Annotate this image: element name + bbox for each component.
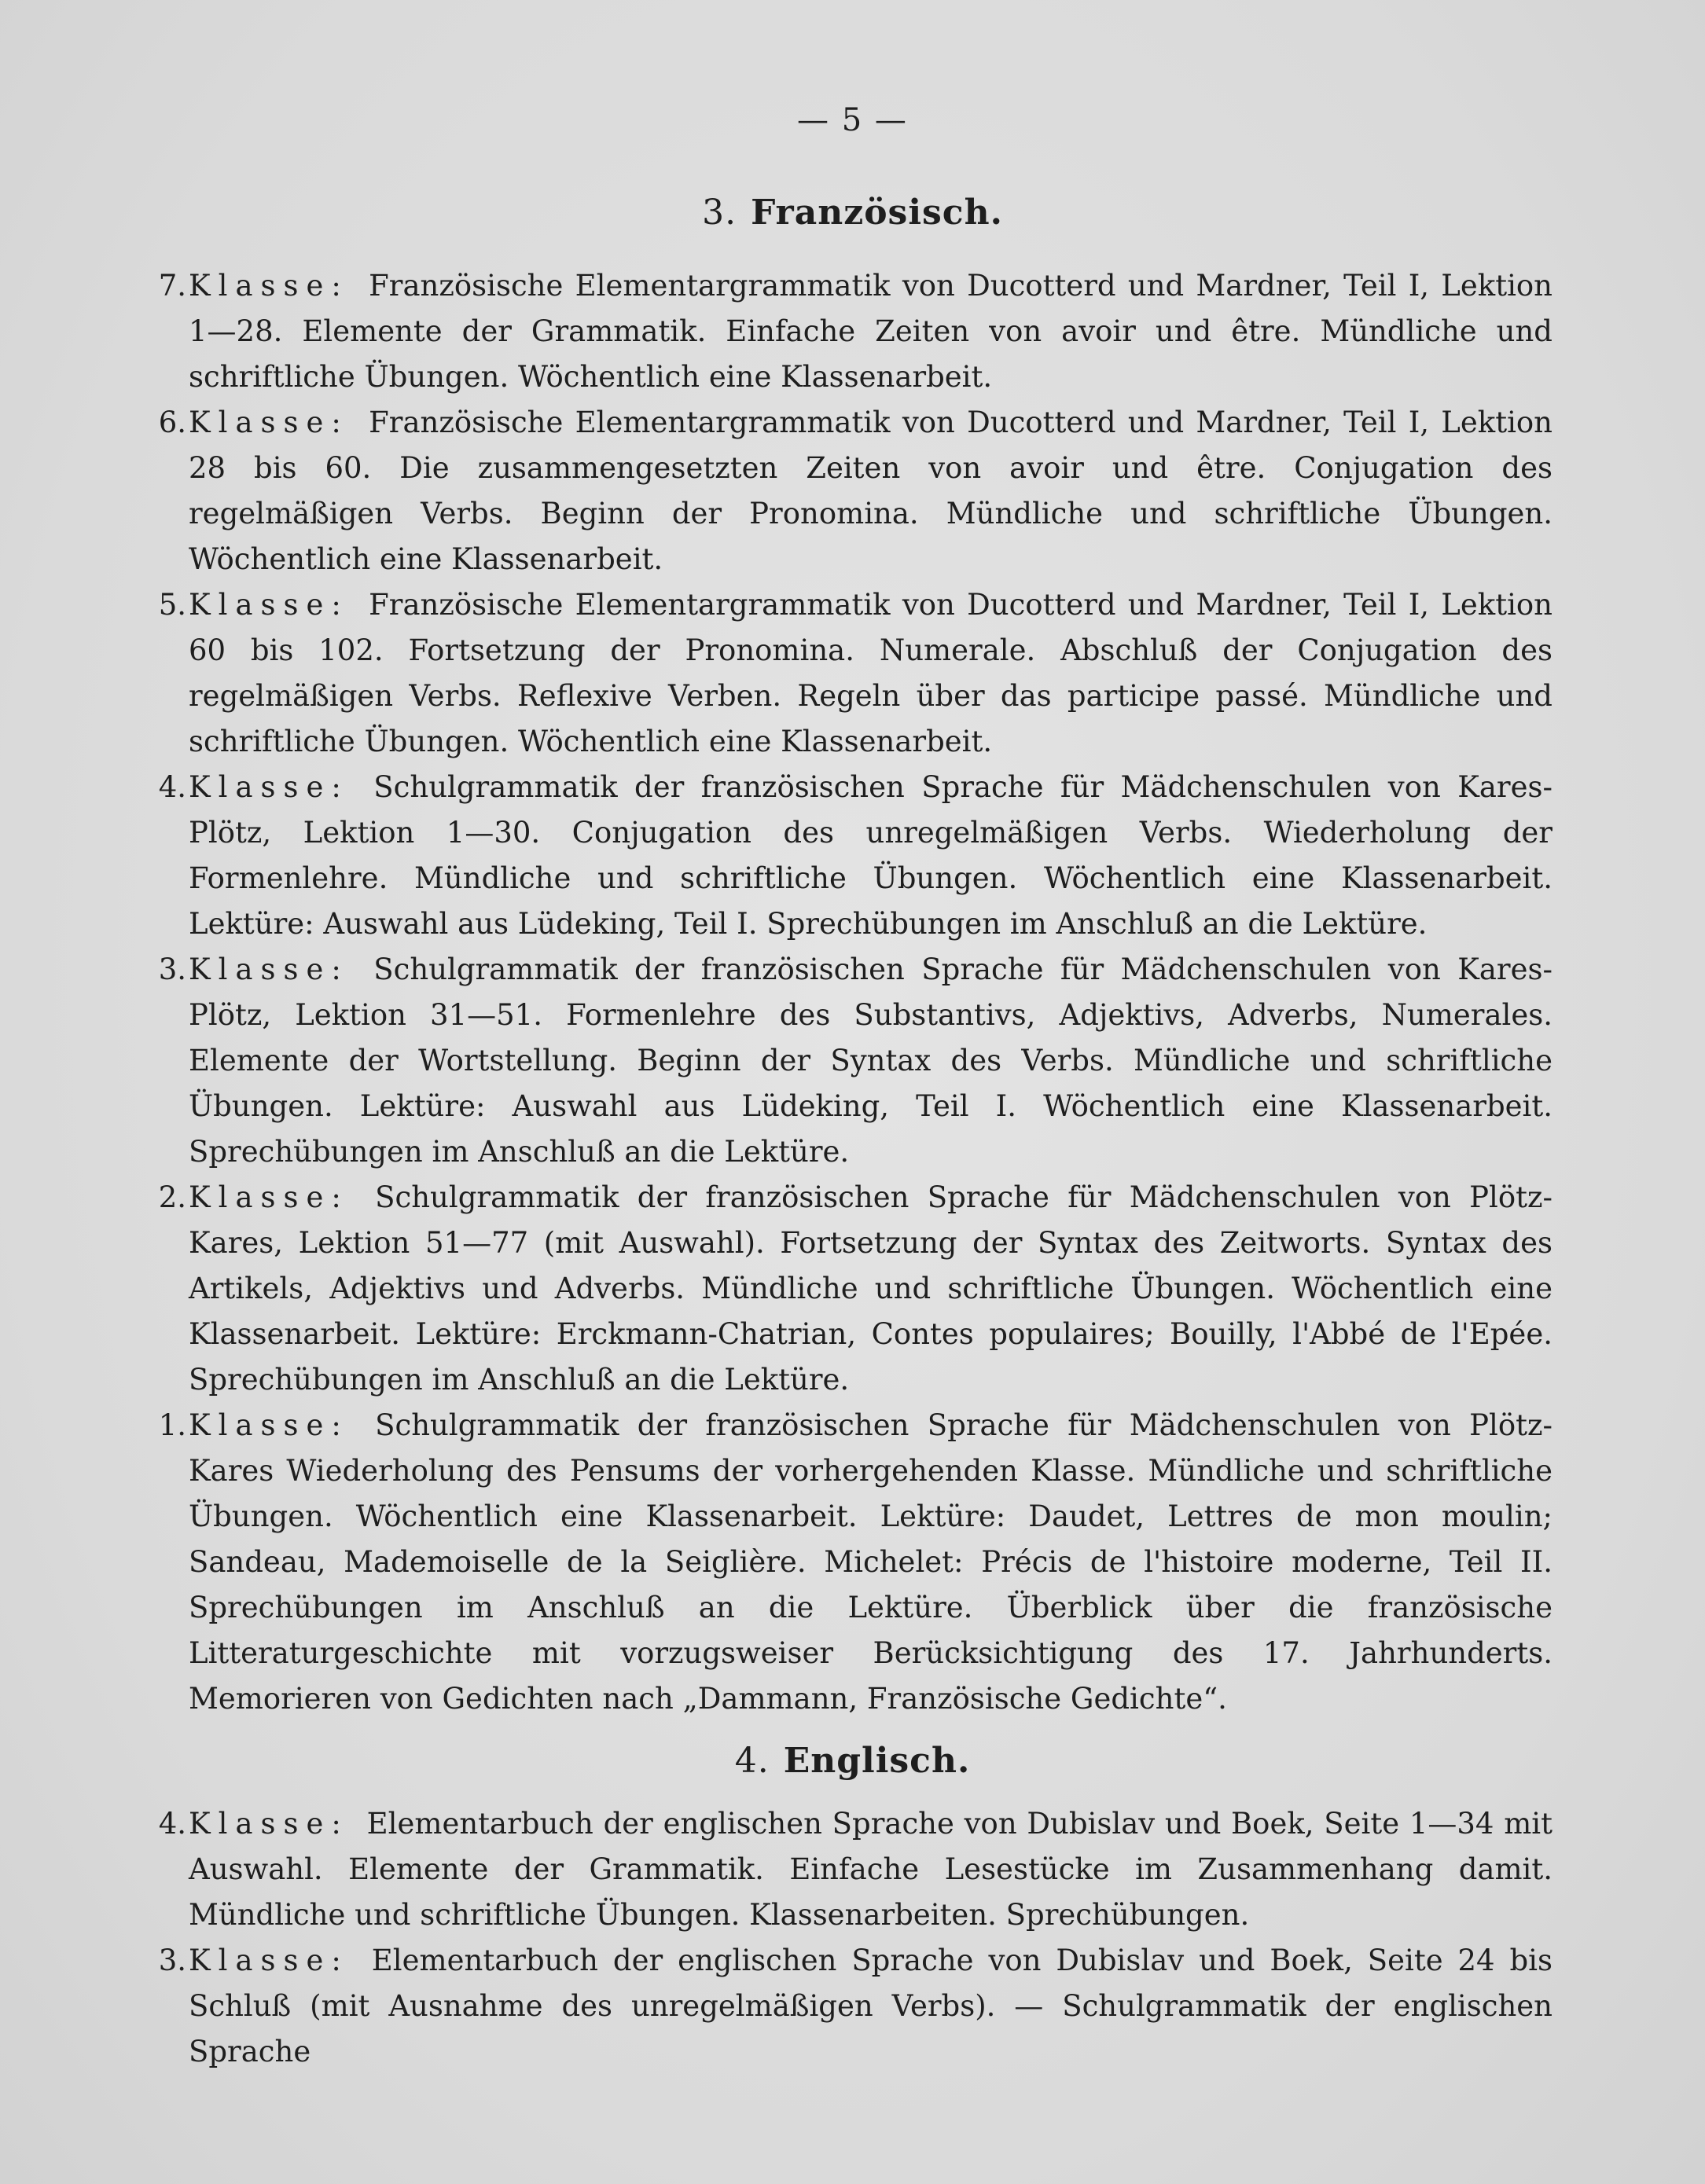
class-entry <box>145 400 1553 582</box>
class-label: Klasse: <box>189 953 349 986</box>
class-label: Klasse: <box>189 1807 349 1841</box>
section-number: 3. <box>702 193 737 233</box>
class-label: Klasse: <box>189 406 349 439</box>
section-heading-french <box>0 193 1705 233</box>
class-description: Französische Elementargrammatik von Ducotterd und Mardner, Teil I, Lektion 1—28. Elemente der Grammatik. Einfache Zeiten von avoir und être. Mündliche und schriftliche Übungen. Wöchentlich eine Klassenarbeit. <box>189 269 1553 394</box>
class-number: 4. <box>158 770 186 804</box>
class-entry <box>145 765 1553 947</box>
class-description: Französische Elementargrammatik von Ducotterd und Mardner, Teil I, Lektion 28 bis 60. Die zusammengesetzten Zeiten von avoir und être. Conjugation des regelmäßigen Verbs. Beginn der Pronomina. Mündliche und schriftliche Übungen. Wöchentlich eine Klassenarbeit. <box>189 406 1553 576</box>
class-description: Schulgrammatik der französischen Sprache für Mädchenschulen von Kares-Plötz, Lektion 1—30. Conjugation des unregelmäßigen Verbs. Wiederholung der Formenlehre. Mündliche und schriftliche Übungen. Wöchentlich eine Klassenarbeit. Lektüre: Auswahl aus Lüdeking, Teil I. Sprechübungen im Anschluß an die Lektüre. <box>189 770 1553 941</box>
class-number: 3. <box>158 1944 186 1977</box>
class-label: Klasse: <box>189 1180 349 1214</box>
section-number: 4. <box>734 1741 770 1781</box>
section-title: Französisch. <box>751 193 1003 233</box>
class-number: 1. <box>158 1408 186 1442</box>
class-label: Klasse: <box>189 1408 349 1442</box>
section-title: Englisch. <box>783 1741 971 1781</box>
class-number: 3. <box>158 953 186 986</box>
class-number: 5. <box>158 588 186 622</box>
section-heading-english <box>0 1741 1705 1781</box>
class-description: Schulgrammatik der französischen Sprache für Mädchenschulen von Kares-Plötz, Lektion 31—51. Formenlehre des Substantivs, Adjektivs, Adverbs, Numerales. Elemente der Wortstellung. Beginn der Syntax des Verbs. Mündliche und schriftliche Übungen. Lektüre: Auswahl aus Lüdeking, Teil I. Wöchentlich eine Klassenarbeit. Sprechübungen im Anschluß an die Lektüre. <box>189 953 1553 1169</box>
class-description: Elementarbuch der englischen Sprache von Dubislav und Boek, Seite 1—34 mit Auswahl. Elemente der Grammatik. Einfache Lesestücke im Zusammenhang damit. Mündliche und schriftliche Übungen. Klassenarbeiten. Sprechübungen. <box>189 1807 1553 1932</box>
english-class-list <box>145 1801 1553 2075</box>
class-description: Schulgrammatik der französischen Sprache für Mädchenschulen von Plötz-Kares, Lektion 51—77 (mit Auswahl). Fortsetzung der Syntax des Zeitworts. Syntax des Artikels, Adjektivs und Adverbs. Mündliche und schriftliche Übungen. Wöchentlich eine Klassenarbeit. Lektüre: Erckmann-Chatrian, Contes populaires; Bouilly, l'Abbé de l'Epée. Sprechübungen im Anschluß an die Lektüre. <box>189 1180 1553 1397</box>
class-description: Schulgrammatik der französischen Sprache für Mädchenschulen von Plötz-Kares Wiederholung des Pensums der vorhergehenden Klasse. Mündliche und schriftliche Übungen. Wöchentlich eine Klassenarbeit. Lektüre: Daudet, Lettres de mon moulin; Sandeau, Mademoiselle de la Seiglière. Michelet: Précis de l'histoire moderne, Teil II. Sprechübungen im Anschluß an die Lektüre. Überblick über die französische Litteraturgeschichte mit vorzugsweiser Berücksichtigung des 17. Jahrhunderts. Memorieren von Gedichten nach „Dammann, Französische Gedichte“. <box>189 1408 1553 1716</box>
class-label: Klasse: <box>189 588 349 622</box>
class-entry <box>145 1175 1553 1403</box>
page-number: — 5 — <box>797 102 908 138</box>
class-entry <box>145 1403 1553 1722</box>
class-description: Elementarbuch der englischen Sprache von Dubislav und Boek, Seite 24 bis Schluß (mit Ausnahme des unregelmäßigen Verbs). — Schulgrammatik der englischen Sprache <box>189 1944 1553 2068</box>
class-number: 6. <box>158 406 186 439</box>
class-entry <box>145 582 1553 765</box>
class-number: 4. <box>158 1807 186 1841</box>
class-entry <box>145 1801 1553 1938</box>
class-entry <box>145 263 1553 400</box>
class-entry <box>145 1938 1553 2075</box>
class-entry <box>145 947 1553 1175</box>
class-label: Klasse: <box>189 1944 349 1977</box>
french-class-list <box>145 263 1553 1722</box>
class-label: Klasse: <box>189 269 349 303</box>
class-number: 7. <box>158 269 186 303</box>
class-label: Klasse: <box>189 770 349 804</box>
class-number: 2. <box>158 1180 186 1214</box>
class-description: Französische Elementargrammatik von Ducotterd und Mardner, Teil I, Lektion 60 bis 102. Fortsetzung der Pronomina. Numerale. Abschluß der Conjugation des regelmäßigen Verbs. Reflexive Verben. Regeln über das participe passé. Mündliche und schriftliche Übungen. Wöchentlich eine Klassenarbeit. <box>189 588 1553 758</box>
